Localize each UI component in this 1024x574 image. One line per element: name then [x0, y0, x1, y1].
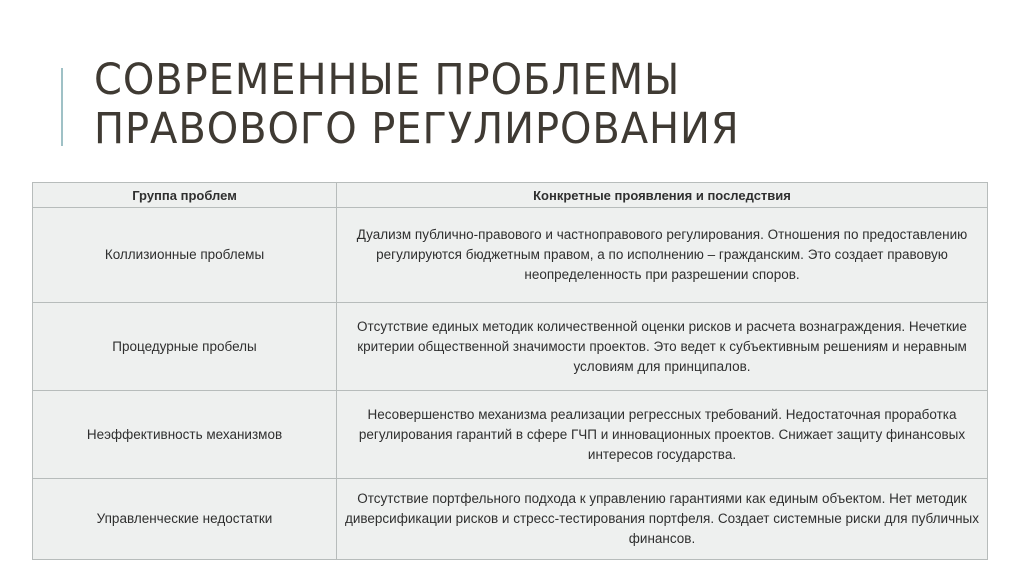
description-cell: Отсутствие портфельного подхода к управлению гарантиями как единым объектом. Нет методик диверсификации рисков и стресс-тестирования портфеля. Создает системные риски для публичных финансов.: [337, 479, 988, 560]
problems-table: [32, 182, 988, 560]
table-row: [33, 303, 988, 391]
header-group: Группа проблем: [33, 183, 337, 208]
group-cell: Неэффективность механизмов: [33, 391, 337, 479]
group-cell: Процедурные пробелы: [33, 303, 337, 391]
slide-title-line-1: СОВРЕМЕННЫЕ ПРОБЛЕМЫ: [94, 55, 681, 105]
table-row: [33, 208, 988, 303]
table-header-row: [33, 183, 988, 208]
description-cell: Отсутствие единых методик количественной оценки рисков и расчета вознаграждения. Нечеткие критерии общественной значимости проектов. Это ведет к субъективным решениям и неравным условиям для принципалов.: [337, 303, 988, 391]
slide-title: [94, 56, 740, 154]
slide-title-line-2: ПРАВОВОГО РЕГУЛИРОВАНИЯ: [94, 104, 740, 154]
description-cell: Несовершенство механизма реализации регрессных требований. Недостаточная проработка регулирования гарантий в сфере ГЧП и инновационных проектов. Снижает защиту финансовых интересов государства.: [337, 391, 988, 479]
description-cell: Дуализм публично-правового и частноправового регулирования. Отношения по предоставлению регулируются бюджетным правом, а по исполнению – гражданским. Это создает правовую неопределенность при разрешении споров.: [337, 208, 988, 303]
group-cell: Коллизионные проблемы: [33, 208, 337, 303]
title-accent-line: [61, 68, 63, 146]
table-row: [33, 391, 988, 479]
group-cell: Управленческие недостатки: [33, 479, 337, 560]
table-row: [33, 479, 988, 560]
header-description: Конкретные проявления и последствия: [337, 183, 988, 208]
